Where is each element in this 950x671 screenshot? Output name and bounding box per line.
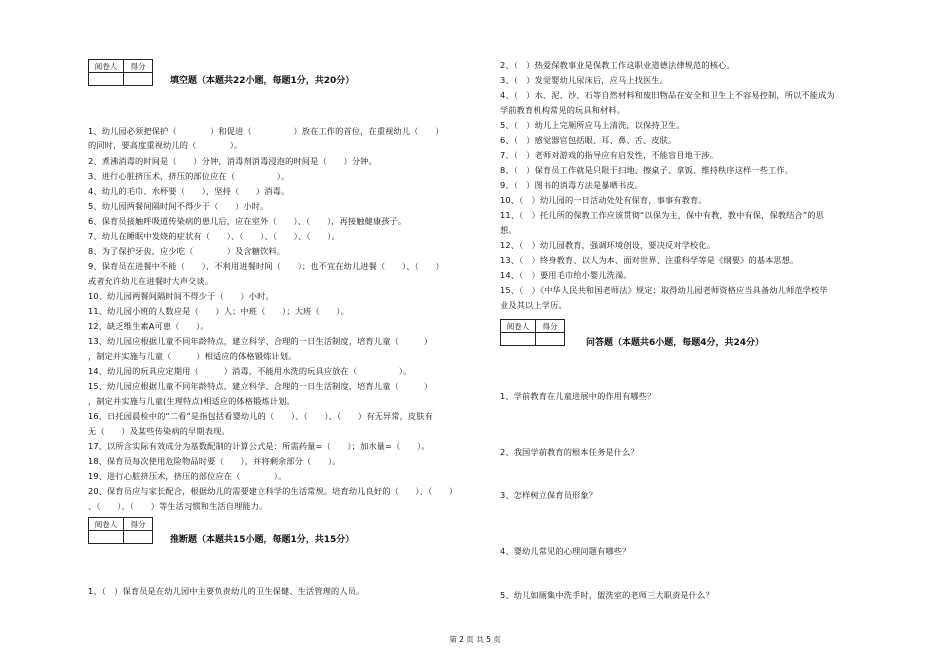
judge-line: 5、（ ）幼儿上完厕所应马上清洗，以保持卫生。 [500, 120, 685, 130]
judge-line: 9、（ ）图书的消毒方法是暴晒书皮。 [500, 180, 643, 190]
score-box-judge [88, 517, 153, 544]
judge-line: 15、（ ）《中华人民共和国老师法》规定：取得幼儿园老师资格应当具备幼儿师范学校毕 [500, 285, 828, 295]
fill-line: 10、幼儿园两餐间隔时间不得少于（ ）小时。 [88, 291, 274, 301]
judge-line: 1、（ ）保育员是在幼儿园中主要负责幼儿的卫生保健、生活管理的人员。 [88, 586, 365, 596]
score-box-fill [88, 59, 153, 86]
fill-line: ，制定并实施与儿童(生理特点)相适应的体格锻炼计划。 [88, 396, 295, 406]
fill-line: 6、保育员接触呼吸道传染病的患儿后，应在室外（ ）、（ ），再接触健康孩子。 [88, 216, 407, 226]
fill-line: 14、幼儿园的玩具应定期用（ ）消毒，不能用水洗的玩具应放在（ ）。 [88, 366, 412, 376]
judge-section-title: 推断题（本题共15小题，每题1分，共15分） [170, 535, 355, 545]
qa-section-title: 问答题（本题共6小题，每题4分，共24分） [586, 338, 765, 348]
judge-line: 10、（ ）幼儿园的一日活动处处有保育，事事有教育。 [500, 195, 707, 205]
judge-line: 3、（ ）发觉婴幼儿尿床后，应马上找医生。 [500, 75, 669, 85]
judge-line: 14、（ ）要用毛巾给小婴儿洗澡。 [500, 270, 632, 280]
fill-line: 9、保育员在进餐中不能（ ），不利用进餐时间（ ）；也不宜在幼儿进餐（ ）、（ ） [88, 261, 444, 271]
reviewer-label: 阅卷人 [501, 320, 536, 333]
judge-line: 11、（ ）托儿所的保教工作应该贯彻“以保为主，保中有教，教中有保，保教结合”的思 [500, 210, 824, 220]
judge-line: 12、（ ）幼儿园教育，强调环境创设，要决反对学校化。 [500, 240, 716, 250]
fill-line: 7、幼儿在睡眠中发烧的症状有（ ）、（ ）、（ ）、（ ）。 [88, 231, 340, 241]
fill-line: 18、保育员每次使用危险物品时要（ ），并将剩余部分（ ）。 [88, 456, 341, 466]
fill-line: 13、幼儿园应根据儿童不同年龄特点，建立科学、合理的一日生活制度，培育儿童（ ） [88, 336, 433, 346]
judge-line: 学前教育机构常见的玩具和材料。 [500, 105, 626, 115]
qa-question: 2、我国学前教育的根本任务是什么？ [500, 447, 639, 457]
judge-line: 2、（ ）热爱保教事业是保教工作这职业道德法律规范的核心。 [500, 60, 735, 70]
reviewer-label: 阅卷人 [89, 518, 124, 531]
judge-line: 7、（ ）老师对游戏的指导应有启发性，不能盲目地干涉。 [500, 150, 719, 160]
qa-question: 4、婴幼儿常见的心理问题有哪些？ [500, 546, 631, 556]
reviewer-label: 阅卷人 [89, 60, 124, 73]
fill-line: 3、进行心脏挤压术，挤压的部位应在（ ）。 [88, 171, 290, 181]
fill-line: 或者允许幼儿在进餐时大声交谈。 [88, 276, 214, 286]
fill-line: 15、幼儿园应根据儿童不同年龄特点，建立科学、合理的一日生活制度，培育儿童（ ） [88, 381, 433, 391]
fill-section-title: 填空题（本题共22小题，每题1分，共20分） [170, 76, 355, 86]
score-label: 得分 [536, 320, 565, 333]
fill-line: 12、缺乏维生素A可患（ ）。 [88, 321, 209, 331]
qa-question: 1、学前教育在儿童进展中的作用有哪些？ [500, 391, 656, 401]
judge-line: 8、（ ）保育员工作就是只限于扫地、擦桌子、拿饭、维持秩序这样一些工作。 [500, 165, 794, 175]
fill-line: ，制定并实施与儿童（ ）相适应的体格锻炼计划。 [88, 351, 297, 361]
score-box-qa [500, 319, 565, 346]
fill-line: 、（ ）、（ ）等生活习惯和生活自理能力。 [88, 501, 268, 511]
fill-line: 17、以所含实际有效成分为基数配制的计算公式是：所需药量=（ ）；加水量=（ ）。 [88, 441, 430, 451]
fill-line: 20、保育员应与家长配合，根据幼儿的需要建立科学的生活常规。培育幼儿良好的（ ）、（ ） [88, 486, 458, 496]
fill-line: 8、为了保护牙齿，应少吃（ ）及含糖饮料。 [88, 246, 286, 256]
score-label: 得分 [124, 518, 153, 531]
judge-line: 业及其以上学历。 [500, 300, 567, 310]
fill-line: 4、幼儿的毛巾、水杯要（ ），坚持（ ）消毒。 [88, 186, 290, 196]
fill-line: 5、幼儿园两餐间隔时间不得少于（ ）小时。 [88, 201, 269, 211]
fill-line: 16、日托园晨检中的“二看”是指包括看婴幼儿的（ ）、（ ）、（ ）有无异常，皮肤有 [88, 411, 433, 421]
fill-line: 的同时，要高度重视幼儿的（ ）。 [88, 140, 243, 150]
fill-line: 1、幼儿园必须把保护（ ）和促进（ ）放在工作的首位，在重视幼儿（ ） [88, 126, 444, 136]
judge-line: 13、（ ）终身教育、以人为本、面对世界、注重科学等是《纲要》的基本思想。 [500, 255, 799, 265]
fill-line: 19、进行心脏挤压术，挤压的部位应在（ ）。 [88, 471, 287, 481]
page-footer: 第 2 页 共 5 页 [449, 635, 501, 644]
qa-question: 5、幼儿如厕集中洗手时，盥洗室的老师三大职责是什么？ [500, 590, 714, 600]
qa-question: 3、怎样树立保育员形象？ [500, 490, 598, 500]
fill-line: 无（ ）及某些传染病的早期表现。 [88, 426, 230, 436]
score-label: 得分 [124, 60, 153, 73]
judge-line: 想。 [500, 225, 517, 235]
fill-line: 2、煮沸消毒的时间是（ ）分钟，消毒剂消毒浸泡的时间是（ ）分钟。 [88, 156, 377, 166]
fill-line: 11、幼儿园小班的人数应是（ ）人；中班（ ）；大班（ ）。 [88, 306, 349, 316]
judge-line: 4、（ ）水、泥、沙、石等自然材料和废旧物品在安全和卫生上不容易控制，所以不能成为 [500, 90, 835, 100]
judge-line: 6、（ ）感觉器官包括眼、耳、鼻、舌、皮肤。 [500, 135, 677, 145]
